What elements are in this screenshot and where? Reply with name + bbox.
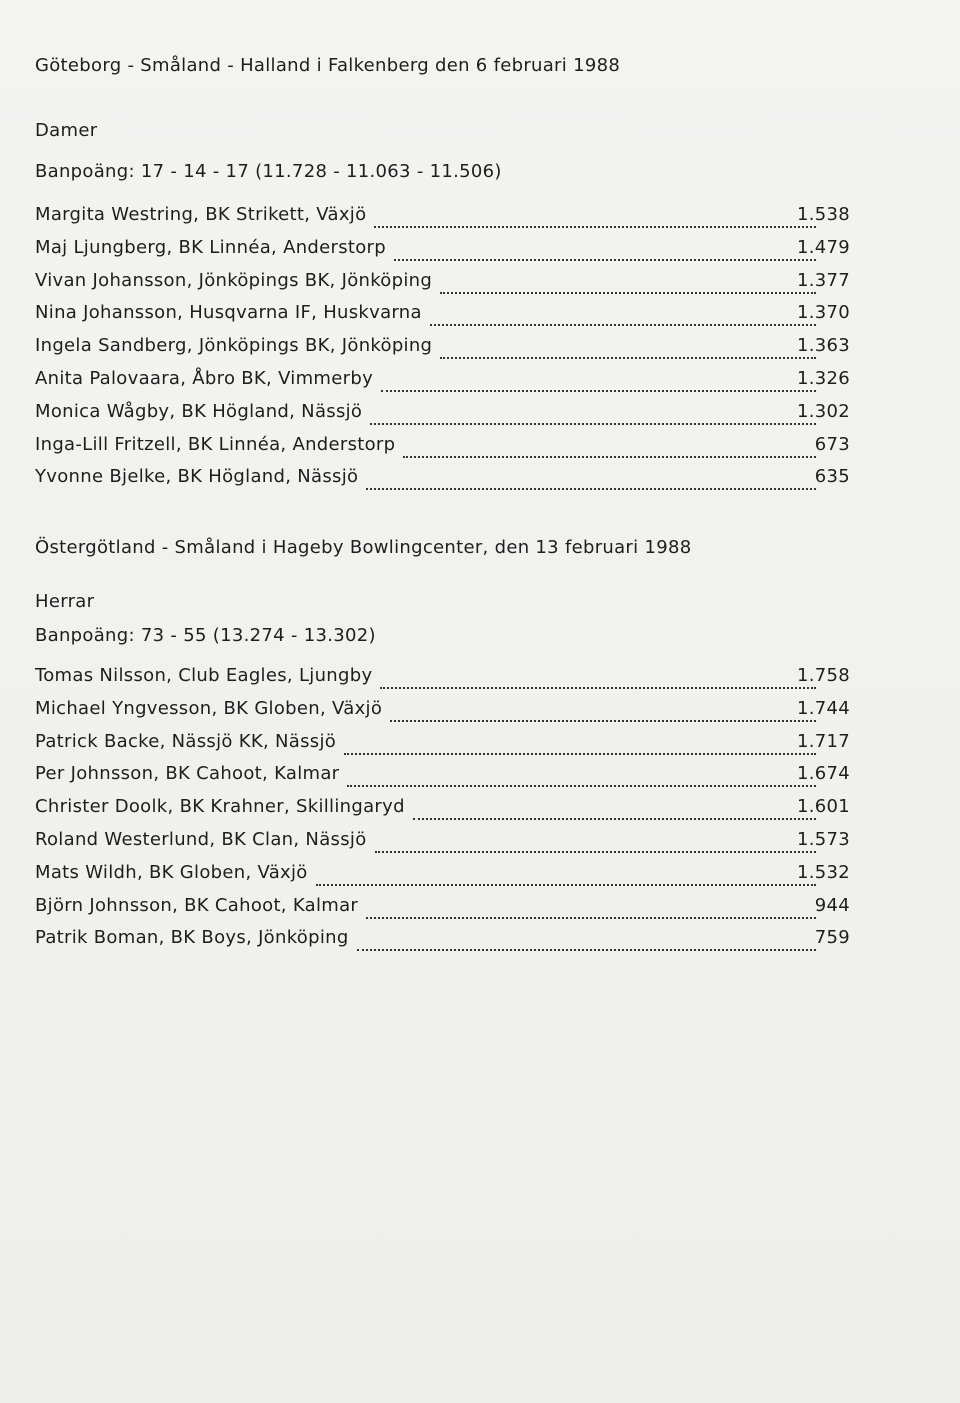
player-score: 1.326: [796, 368, 850, 389]
section1-banpoang: Banpoäng: 17 - 14 - 17 (11.728 - 11.063 - 11.506): [35, 161, 502, 182]
dot-leader: [380, 665, 816, 689]
player-name: Roland Westerlund, BK Clan, Nässjö: [35, 829, 367, 850]
dot-leader: [366, 895, 816, 919]
result-row: [35, 434, 850, 460]
dot-leader: [403, 434, 816, 458]
player-score: 635: [814, 466, 850, 488]
player-score: 1.370: [796, 302, 850, 324]
section1-category: Damer: [35, 120, 98, 141]
player-name: Vivan Johansson, Jönköpings BK, Jönköping: [35, 269, 433, 291]
player-score: 944: [814, 894, 850, 916]
player-score: 1.302: [796, 400, 850, 422]
result-row: [35, 763, 850, 789]
player-name: Monica Wågby, BK Högland, Nässjö: [35, 400, 363, 422]
result-row: [35, 466, 850, 492]
result-row: [35, 698, 850, 724]
dot-leader: [430, 302, 816, 326]
dot-leader: [374, 204, 816, 228]
player-name: Christer Doolk, BK Krahner, Skillingaryd: [35, 796, 405, 818]
player-name: Yvonne Bjelke, BK Högland, Nässjö: [35, 466, 359, 488]
result-row: [35, 895, 850, 921]
section2-category: Herrar: [35, 591, 95, 612]
player-score: 1.532: [796, 861, 850, 883]
section2-banpoang: Banpoäng: 73 - 55 (13.274 - 13.302): [35, 625, 376, 646]
dot-leader: [316, 862, 816, 886]
result-row: [35, 796, 850, 822]
result-row: [35, 665, 850, 691]
dot-leader: [344, 731, 816, 755]
dot-leader: [440, 270, 816, 294]
dot-leader: [366, 466, 816, 490]
player-score: 1.744: [796, 697, 850, 719]
player-name: Margita Westring, BK Strikett, Växjö: [35, 204, 367, 225]
player-name: Patrick Backe, Nässjö KK, Nässjö: [35, 730, 337, 752]
dot-leader: [390, 698, 816, 722]
player-name: Tomas Nilsson, Club Eagles, Ljungby: [35, 665, 373, 686]
result-row: [35, 829, 850, 855]
player-score: 1.479: [796, 236, 850, 258]
player-name: Maj Ljungberg, BK Linnéa, Anderstorp: [35, 236, 386, 258]
section1-title: Göteborg - Småland - Halland i Falkenberg den 6 februari 1988: [35, 55, 621, 76]
player-score: 1.538: [796, 204, 850, 225]
dot-leader: [413, 796, 816, 820]
player-name: Michael Yngvesson, BK Globen, Växjö: [35, 697, 383, 719]
dot-leader: [440, 335, 816, 359]
result-row: [35, 302, 850, 328]
player-name: Mats Wildh, BK Globen, Växjö: [35, 861, 308, 883]
dot-leader: [375, 829, 816, 853]
player-name: Patrik Boman, BK Boys, Jönköping: [35, 927, 349, 949]
player-name: Björn Johnsson, BK Cahoot, Kalmar: [35, 894, 359, 916]
dot-leader: [357, 927, 816, 951]
section2-title: Östergötland - Småland i Hageby Bowlingcenter, den 13 februari 1988: [35, 537, 692, 558]
player-score: 1.573: [796, 829, 850, 850]
player-name: Ingela Sandberg, Jönköpings BK, Jönköping: [35, 335, 433, 357]
player-score: 1.674: [796, 763, 850, 785]
result-row: [35, 401, 850, 427]
result-row: [35, 927, 850, 953]
player-score: 1.363: [796, 335, 850, 357]
dot-leader: [381, 368, 816, 392]
result-row: [35, 335, 850, 361]
player-score: 673: [814, 433, 850, 455]
player-score: 1.717: [796, 730, 850, 752]
player-name: Nina Johansson, Husqvarna IF, Huskvarna: [35, 302, 422, 324]
player-name: Inga-Lill Fritzell, BK Linnéa, Anderstorp: [35, 433, 396, 455]
player-name: Per Johnsson, BK Cahoot, Kalmar: [35, 763, 340, 785]
result-row: [35, 204, 850, 230]
dot-leader: [370, 401, 816, 425]
result-row: [35, 368, 850, 394]
result-row: [35, 862, 850, 888]
player-score: 1.758: [796, 665, 850, 686]
player-score: 759: [814, 927, 850, 949]
result-row: [35, 270, 850, 296]
result-row: [35, 731, 850, 757]
player-score: 1.377: [796, 269, 850, 291]
player-name: Anita Palovaara, Åbro BK, Vimmerby: [35, 368, 374, 389]
player-score: 1.601: [796, 796, 850, 818]
dot-leader: [347, 763, 816, 787]
dot-leader: [394, 237, 816, 261]
result-row: [35, 237, 850, 263]
